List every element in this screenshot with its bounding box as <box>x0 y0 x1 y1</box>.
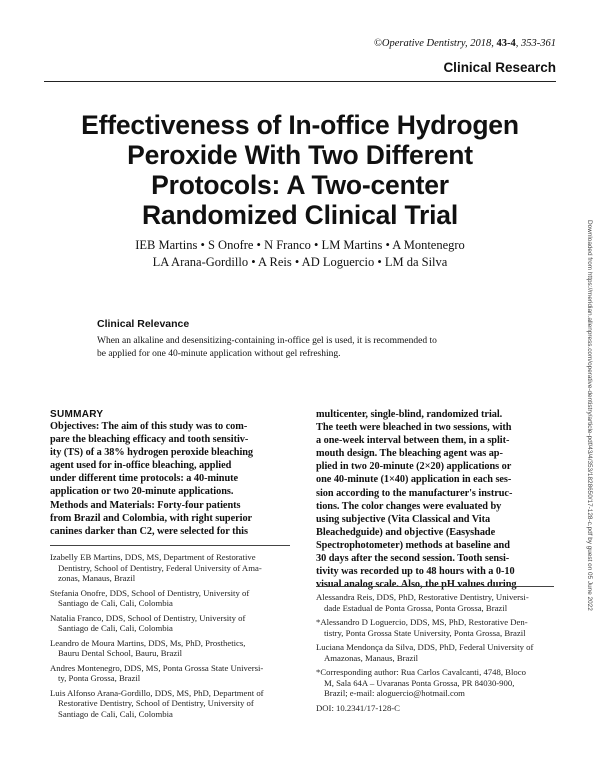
summary-line: Spectrophotometer) methods at baseline and <box>316 539 510 551</box>
affiliation-line: tistry, Ponta Grossa State University, Ponta Grossa, Brazil <box>324 627 526 638</box>
affiliation-entry <box>50 588 264 609</box>
summary-line: plied in two 20-minute (2×20) applications or <box>316 461 512 473</box>
copyright-mark: © <box>373 38 382 49</box>
summary-line: 30 days after the second session. Tooth sensi- <box>316 553 510 565</box>
affiliation-entry <box>316 592 533 613</box>
download-watermark <box>584 220 594 660</box>
author-list <box>44 237 556 271</box>
summary-line: Bleachedguide) and objective (Easyshade <box>316 526 496 538</box>
affiliation-line: Alessandra Reis, DDS, PhD, Restorative Dentistry, Universi- <box>316 592 529 602</box>
affiliation-entry <box>316 617 533 638</box>
affiliation-line: Brazil; e-mail: aloguercio@hotmail.com <box>324 688 465 699</box>
summary-line: from Brazil and Colombia, with right superior <box>50 512 253 524</box>
footnote-rule <box>316 586 554 587</box>
summary-line: ity (TS) of a 38% hydrogen peroxide bleaching <box>50 447 254 459</box>
affiliation-entry <box>50 688 264 720</box>
affiliation-line: Natalia Franco, DDS, School of Dentistry, University of <box>50 612 246 623</box>
summary-line: using subjective (Vita Classical and Vita <box>316 513 491 525</box>
affiliation-entry <box>50 613 264 634</box>
affiliation-line: Santiago de Cali, Cali, Colombia <box>58 623 173 634</box>
summary-line: tions. The color changes were evaluated by <box>316 500 502 512</box>
affiliation-line: Luis Alfonso Arana-Gordillo, DDS, MS, PhD, Department of <box>50 687 264 698</box>
summary-line: Methods and Materials: Forty-four patients <box>50 499 241 511</box>
summary-line: tivity was recorded up to 48 hours with a 0-10 <box>316 566 515 578</box>
affiliation-line: Amazonas, Manaus, Brazil <box>324 652 419 663</box>
title-line: Randomized Clinical Trial <box>141 200 458 230</box>
download-watermark-text: Downloaded from https://meridian.allenpress.com/operative-dentistry/article-pdf/43/4/353/1828650/17-128-c.pdf by guest on 05 June 2022 <box>586 220 593 611</box>
affiliation-line: *Corresponding author: Rua Carlos Cavalcanti, 4748, Bloco <box>316 666 526 677</box>
affiliation-line: Izabelly EB Martins, DDS, MS, Department of Restorative <box>50 552 256 562</box>
summary-right-column <box>316 408 516 591</box>
volume-issue: 43-4 <box>496 38 516 49</box>
affiliation-line: Leandro de Moura Martins, DDS, Ms, PhD, Prosthetics, <box>50 637 246 648</box>
summary-line: Objectives: The aim of this study was to com- <box>50 421 248 432</box>
affiliation-line: Luciana Mendonça da Silva, DDS, PhD, Federal University of <box>316 641 534 652</box>
affiliation-entry <box>50 552 264 584</box>
footnote-rule <box>50 545 290 546</box>
header-rule <box>44 81 556 82</box>
doi-entry <box>316 703 533 714</box>
affiliation-line: Andres Montenegro, DDS, MS, Ponta Grossa State Universi- <box>50 662 264 673</box>
summary-line: sion according to the manufacturer's instruc- <box>316 487 513 499</box>
affiliation-line: Restorative Dentistry, School of Dentistry, University of <box>58 698 254 709</box>
affiliations-right <box>316 592 533 717</box>
affiliations-left <box>50 552 264 723</box>
summary-heading: SUMMARY <box>50 409 104 420</box>
summary-left-column <box>50 420 253 538</box>
summary-line: mouth design. The bleaching agent was ap- <box>316 448 503 460</box>
summary-line: under different time protocols: a 40-minute <box>50 473 239 485</box>
paper-title <box>44 110 556 230</box>
title-line: Effectiveness of In-office Hydrogen <box>81 110 519 140</box>
affiliation-line: Bauru Dental School, Bauru, Brazil <box>58 648 183 659</box>
title-line: Protocols: A Two-center <box>151 170 449 200</box>
affiliation-line: *Alessandro D Loguercio, DDS, MS, PhD, Restorative Den- <box>316 616 528 627</box>
journal-name: Operative Dentistry, 2018, <box>381 38 497 49</box>
affiliation-line: ty, Ponta Grossa, Brazil <box>58 673 141 684</box>
affiliation-entry <box>50 638 264 659</box>
clinical-relevance-heading: Clinical Relevance <box>97 318 190 330</box>
clinical-relevance-text <box>97 335 517 361</box>
doi-line: DOI: 10.2341/17-128-C <box>316 702 400 713</box>
page-range: , 353-361 <box>515 38 556 49</box>
summary-line: agent used for in-office bleaching, applied <box>50 460 232 472</box>
affiliation-line: Dentistry, School of Dentistry, Federal University of Ama- <box>58 562 262 573</box>
affiliation-line: Santiago de Cali, Cali, Colombia <box>58 598 173 609</box>
summary-line: canines darker than C2, were selected for this <box>50 525 248 537</box>
summary-line: The teeth were bleached in two sessions, with <box>316 422 512 434</box>
summary-line: visual analog scale. Also, the pH values during <box>316 579 517 591</box>
affiliation-line: Santiago de Cali, Cali, Colombia <box>58 708 173 719</box>
affiliation-entry <box>50 663 264 684</box>
corresponding-author <box>316 667 533 699</box>
author-line: LA Arana-Gordillo • A Reis • AD Loguercio • LM da Silva <box>152 255 448 269</box>
affiliation-line: M, Sala 64A – Uvaranas Ponta Grossa, PR 84030-900, <box>324 677 515 688</box>
relevance-line: When an alkaline and desensitizing-containing in-office gel is used, it is recommended to <box>97 336 437 346</box>
summary-line: pare the bleaching efficacy and tooth sensitiv- <box>50 434 249 446</box>
summary-line: multicenter, single-blind, randomized trial. <box>316 409 503 420</box>
affiliation-line: dade Estadual de Ponta Grossa, Ponta Grossa, Brazil <box>324 602 508 613</box>
summary-line: one 40-minute (1×40) application in each ses- <box>316 474 512 486</box>
section-label: Clinical Research <box>443 60 556 75</box>
title-line: Peroxide With Two Different <box>127 140 473 170</box>
summary-line: a one-week interval between them, in a split- <box>316 435 510 447</box>
affiliation-line: zonas, Manaus, Brazil <box>58 573 136 584</box>
relevance-line: be applied for one 40-minute application without gel refreshing. <box>97 349 341 359</box>
affiliation-entry <box>316 642 533 663</box>
affiliation-line: Stefania Onofre, DDS, School of Dentistry, University of <box>50 587 250 598</box>
summary-line: application or two 20-minute applications. <box>50 486 234 498</box>
author-line: IEB Martins • S Onofre • N Franco • LM Martins • A Montenegro <box>135 238 465 252</box>
journal-citation <box>374 38 556 49</box>
